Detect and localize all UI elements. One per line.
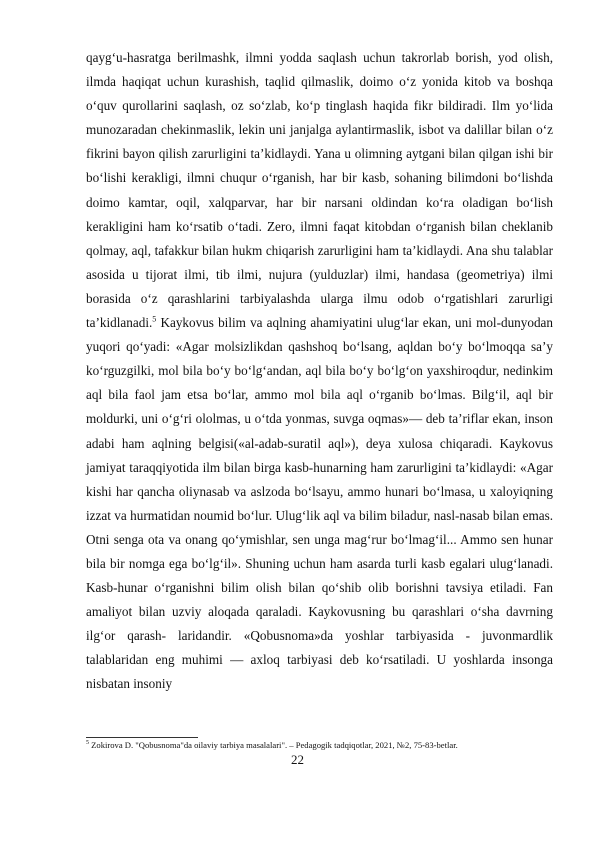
footnote	[86, 739, 553, 751]
paragraph-text-part-1: qayg‘u-hasratga berilmashk, ilmni yodda saqlash uchun takrorlab borish, yod olish, ilmda haqiqat uchun kurashish, taqlid qilmaslik, doimo o‘z yonida kitob va boshqa o‘quv qurollarini saqlash, oz so‘zlab, ko‘p tinglash haqida fikr bildiradi. Ilm yo‘lida munozaradan chekinmaslik, lekin uni janjalga aylantirmaslik, isbot va dalillar bilan o‘z fikrini bayon qilish zarurligini ta’kidlaydi. Yana u olimning aytgani bilan qilgan ishi bir bo‘lishi kerakligi, ilmni chuqur o‘rganish, har bir kasb, sohaning bilimdoni bo‘lishda doimo kamtar, oqil, xalqparvar, har bir narsani oldindan ko‘ra oladigan bo‘lish kerakligini ham ko‘rsatib o‘tadi. Zero, ilmni faqat kitobdan o‘rganish bilan cheklanib qolmay, aql, tafakkur bilan hukm chiqarish zarurligini ham ta’kidlaydi. Ana shu talablar asosida u tijorat ilmi, tib ilmi, nujura (yulduzlar) ilmi, handasa (geometriya) ilmi borasida o‘z qarashlarini tarbiyalashda ularga ilmu odob o‘rgatishlari zarurligi ta’kidlanadi.	[86, 50, 553, 331]
body-paragraph	[86, 46, 553, 697]
footnote-text: Zokirova D. "Qobusnoma"da oilaviy tarbiya masalalari". – Pedagogik tadqiqotlar, 2021, №2, 75-83-betlar.	[89, 740, 458, 750]
footnote-number: 5	[86, 740, 89, 747]
page-number: 22	[291, 752, 304, 767]
footnote-reference[interactable]: 5	[152, 314, 157, 324]
footnote-separator	[86, 737, 198, 738]
paragraph-text-part-2: Kaykovus bilim va aqlning ahamiyatini ulug‘lar ekan, uni mol-dunyodan yuqori qo‘yadi: «Agar molsizlikdan qashshoq bo‘lsang, aqldan bo‘y bo‘lmoqqa sa’y ko‘rguzgilki, mol bila bo‘y bo‘lg‘andan, aql bila bo‘y bo‘lg‘on yaxshiroqdur, nedinkim aql bila faol jam etsa bo‘lar, ammo mol bila aql o‘rganib bo‘lmas. Bilg‘il, aql bir moldurki, uni o‘g‘ri ololmas, u o‘tda yonmas, suvga oqmas»— deb ta’riflar ekan, inson adabi ham aqlning belgisi(«al-adab-suratil aql»), deya xulosa chiqaradi. Kaykovus jamiyat taraqqiyotida ilm bilan birga kasb-hunarning ham zarurligini ta’kidlaydi: «Agar kishi har qancha oliynasab va aslzoda bo‘lsayu, ammo hunari bo‘lmasa, u xaloyiqning izzat va hurmatidan noumid bo‘lur. Ulug‘lik aql va bilim biladur, nasl-nasab bilan emas. Otni senga ota va onang qo‘ymishlar, sen unga mag‘rur bo‘lmag‘il... Ammo sen hunar bila bir nomga ega bo‘lg‘il». Shuning uchun ham asarda turli kasb egalari ulug‘lanadi. Kasb-hunar o‘rganishni bilim olish bilan qo‘shib olib borishni tavsiya etiladi. Fan amaliyot bilan uzviy aloqada qaraladi. Kaykovusning bu qarashlari o‘sha davrning ilg‘or qarash- laridandir. «Qobusnoma»da yoshlar tarbiyasida - juvonmardlik talablaridan eng muhimi — axloq tarbiyasi deb ko‘rsatiladi. U yoshlarda insonga nisbatan insoniy	[86, 315, 553, 692]
